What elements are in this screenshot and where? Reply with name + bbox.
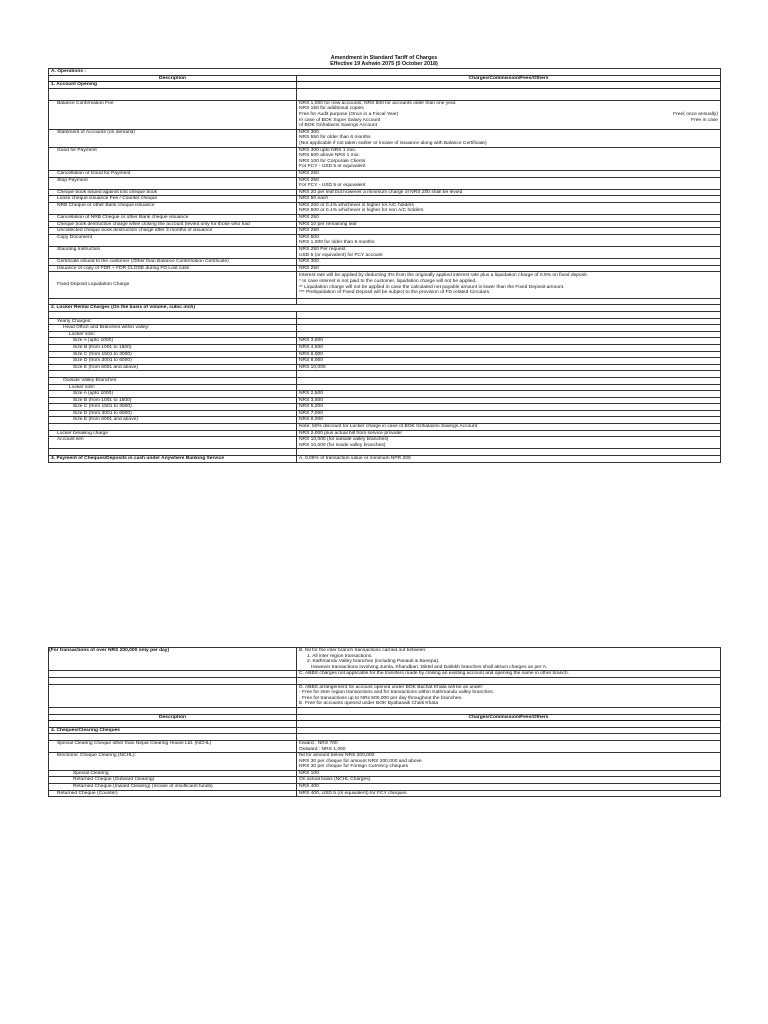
row-label: Uncollected cheque book destruction charge after 3 months of issuance [49, 228, 297, 235]
column-header-description: Description [49, 75, 297, 82]
row-value: On actual basis (NCHL Charges) [297, 777, 721, 784]
row-label: Special Clearing Cheque other than Nepal Clearing House Ltd. (NCHL) [49, 740, 297, 752]
table-row [49, 677, 721, 684]
row-value: D. ABBS arrangement for account opened under BOK Bachat Khata will be as under: · Free for inter region transactions and for transactions within Kathmandu valley branches. · Free for transactions up to NRs 500,000 per day throughout the branches. E. Free for accounts opened under BOK Byabasaik Chalti Khata [297, 684, 721, 707]
row-value: Inward : NRS 700 Outward : NRS 1,000 [297, 740, 721, 752]
row-label: Electronic Cheque Clearing (NCHL): [49, 753, 297, 771]
locker-discount-note: Note: 50% discount for Locker charge in case of BOK Grihalaxmi Savings Account [297, 424, 721, 431]
row-value: NRS 200 or 0.1% whichever is higher for A/C holders NRS 500 or 0.1% whichever is higher for non A/C holders [297, 202, 721, 214]
table-row [49, 671, 721, 678]
row-label: Account lien [49, 437, 297, 449]
tariff-table-cheques [48, 647, 721, 797]
table-row [49, 371, 721, 378]
table-row: Size A (upto 1000) NRS 3,500 [49, 338, 721, 345]
table-row [49, 196, 721, 203]
row-value: Interest rate will be applied by deducting 3% from the originally applied interest rate plus a liquidation charge of 0.5% on fixed deposit. * In case interest is not paid to the customer, liquidation charge will not be applied. ** Liquidation charge will not be applied in case the calculated net payable amount is lower than the Fixed Deposit amount. *** Preliquidation of Fixed Deposit will be subject to the provision of FD related Circulars. [297, 272, 721, 298]
table-row [49, 88, 721, 100]
row-value: NRS 1,000 for new accounts; NRS 500 for accounts older than one year. NRS 150 for additional copies Free for Audit purpose (Once in a Fiscal Year) Free( once annually) In case of BOK Super Salary Account Free in case of BOK Grihalaxmi Savings Account [297, 100, 721, 129]
table-row: Size B (from 1001 to 1500) NRS 3,500 [49, 397, 721, 404]
row-label: Good for Payment [49, 147, 297, 170]
row-label: Cheque book issued against lost cheque book [49, 189, 297, 196]
table-row [49, 377, 721, 384]
column-header-description: Description [49, 714, 297, 721]
document-effective-date: Effective 19 Ashwin 2075 (5 October 2018) [330, 61, 438, 67]
table-row [49, 202, 721, 214]
table-row [49, 305, 721, 312]
row-label: Stop Payment [49, 177, 297, 189]
column-header-charges: Charges/Commission/Fees/Others [297, 714, 721, 721]
table-row: Size C (from 1501 to 3000) NRS 5,000 [49, 404, 721, 411]
row-value: NRS 500 NRS 1,000 for older than 6 months [297, 234, 721, 246]
row-value: NRS 300 upto NRS 1 mio. NRS 500 above NRS 1 mio. NRS 100 for Corporate Clients For FCY - USD 5 or equivalent [297, 147, 721, 170]
tariff-table-operations [48, 68, 721, 463]
document-title: Amendment in Standard Tariff of Charges [330, 55, 438, 61]
table-row [49, 129, 721, 147]
table-row: Size A (upto 1000) NRS 2,500 [49, 391, 721, 398]
table-row [49, 684, 721, 707]
table-row [49, 727, 721, 734]
table-row [49, 228, 721, 235]
row-value: NRS 100 [297, 770, 721, 777]
section-heading-operations: A. Operations : [49, 69, 721, 76]
row-value: NRS 250 [297, 265, 721, 272]
row-value: NRS 250 For FCY - USD 5 or equivalent [297, 177, 721, 189]
table-row [49, 272, 721, 298]
row-value: A. 0.05% of transaction value or minimum NPR 200 [297, 456, 721, 463]
row-label: Yearly Charges: [49, 318, 297, 325]
table-row: Size D (from 3001 to 6000) NRS 8,000 [49, 358, 721, 365]
table-row [49, 331, 721, 338]
transaction-threshold-note: (For transactions of over NRS 200,000 only per day) [49, 648, 297, 671]
row-label: Returned Cheque (Counter) [49, 790, 297, 797]
section-heading-account-opening: 1. Account Opening [49, 82, 297, 89]
row-label: Loose cheque issuance Fee / Counter cheque [49, 196, 297, 203]
table-header-row [49, 714, 721, 721]
column-header-charges: Charges/Commission/Fees/Others [297, 75, 721, 82]
table-header-row [49, 75, 721, 82]
row-label: Balance Confirmation Fee [49, 100, 297, 129]
row-label: Statement of Accounts (on demand) [49, 129, 297, 147]
row-label: Returned Cheque (Outward Clearing) [49, 777, 297, 784]
table-row [49, 247, 721, 259]
table-row [49, 770, 721, 777]
row-value: NRS 400, USD 5 (or equivalent) for FCY cheques [297, 790, 721, 797]
table-row [49, 790, 721, 797]
table-row: Size D (from 3001 to 6000) NRS 7,000 [49, 410, 721, 417]
table-row [49, 437, 721, 449]
table-row [49, 147, 721, 170]
row-label: Outside Valley Branches: [49, 377, 297, 384]
table-row [49, 221, 721, 228]
section-heading-cheques: 4. Cheques/Clearing Cheques [49, 727, 297, 734]
row-value: NRS 250 [297, 228, 721, 235]
table-row: Size E (from 6001 and above) NRS 10,000 [49, 364, 721, 371]
table-row [49, 170, 721, 177]
row-label: Fixed Deposit Liquidation Charge [49, 272, 297, 298]
table-row [49, 177, 721, 189]
row-label: Copy Document [49, 234, 297, 246]
table-row [49, 734, 721, 741]
row-label: Locker breaking charge [49, 430, 297, 437]
table-row [49, 234, 721, 246]
row-value: NRS 20 per leaf but however a minimum charge of NRS 200 shall be levied [297, 189, 721, 196]
table-row [49, 100, 721, 129]
section-heading-locker: 2. Locker Rental Charges (On the basis of volume, cubic inch) [49, 305, 721, 312]
table-row [49, 325, 721, 332]
table-row [49, 265, 721, 272]
table-row [49, 215, 721, 222]
row-value: NRS 10 per remaining leaf [297, 221, 721, 228]
row-label: Cancellation of Good for Payment [49, 170, 297, 177]
row-label: Issuance of copy of FDR + FDR CLOSE during FD Lost case [49, 265, 297, 272]
row-label: Certificate issued to the customer (Other than Balance Confirmation Certificate) [49, 259, 297, 266]
row-value: NRS 250 [297, 170, 721, 177]
row-value: NRS 300 [297, 259, 721, 266]
table-row [49, 449, 721, 456]
table-row [49, 298, 721, 305]
table-row [49, 456, 721, 463]
table-row [49, 721, 721, 728]
table-row [49, 384, 721, 391]
table-row [49, 707, 721, 714]
table-row [49, 189, 721, 196]
row-value: NRS 50 each [297, 196, 721, 203]
table-row [49, 753, 721, 771]
row-value: NRS 400 [297, 784, 721, 791]
row-label: Standing Instruction [49, 247, 297, 259]
table-row [49, 784, 721, 791]
row-label: Cancellation of NRB Cheque or other Bank cheque issuance [49, 215, 297, 222]
table-row [49, 430, 721, 437]
section-heading-anywhere-banking: 3. Payment of Cheques/Deposits in cash under Anywhere Banking Service [49, 456, 297, 463]
row-label: Cheque book destruction charge while closing the account (levied only for those who had [49, 221, 297, 228]
table-row [49, 648, 721, 671]
row-label: Returned Cheque (Inward Clearing) (Incase of insufficient funds) [49, 784, 297, 791]
row-value: Nil for amount below NRS 200,000 NRS 30 per cheque for amount NRS 200,000 and above NRS 30 per cheque for Foreign Currency cheques [297, 753, 721, 771]
row-label: Locker size: [49, 384, 297, 391]
row-label: Head Office and Branches within valley: [49, 325, 297, 332]
row-value: C. ABBS charges not applicable for the transfers made by closing an existing account and opening the same in other branch. [297, 671, 721, 678]
row-label: Locker size: [49, 331, 297, 338]
table-row [49, 69, 721, 76]
table-row [49, 777, 721, 784]
table-row [49, 424, 721, 431]
row-value: NRS 250 Per request USD 5 (or equivalent) for FCY account [297, 247, 721, 259]
table-row: Size E (from 6001 and above) NRS 9,000 [49, 417, 721, 424]
row-value: B. Nil for the inter branch transactions carried out between: 1. All inter region transactions. 2. Kathmandu Valley branches (including Panauti & Banepa). However transactions involving Jumla, Khandbari, Diktel and Dailekh branches shall attract charges as per A. [297, 648, 721, 671]
table-row [49, 259, 721, 266]
row-value: NRS 300 NRS 550 for older than 6 months (Not applicable if not taken earlier or incase of issuance along with Balance Certificate) [297, 129, 721, 147]
table-row [49, 82, 721, 89]
table-row [49, 740, 721, 752]
row-label: Special Clearing [49, 770, 297, 777]
table-row: Size C (from 1501 to 3000) NRS 6,000 [49, 351, 721, 358]
row-value: NRS 250 [297, 215, 721, 222]
table-row [49, 311, 721, 318]
row-value: NRS 10,000 (for outside valley branches) NRS 10,000 (for inside valley branches) [297, 437, 721, 449]
row-value: NRS 2,000 plus actual bill from service provider [297, 430, 721, 437]
table-row: Size B (from 1001 to 1500) NRS 4,500 [49, 344, 721, 351]
table-row [49, 318, 721, 325]
row-label: NRB Cheque or other Bank cheque issuance [49, 202, 297, 214]
